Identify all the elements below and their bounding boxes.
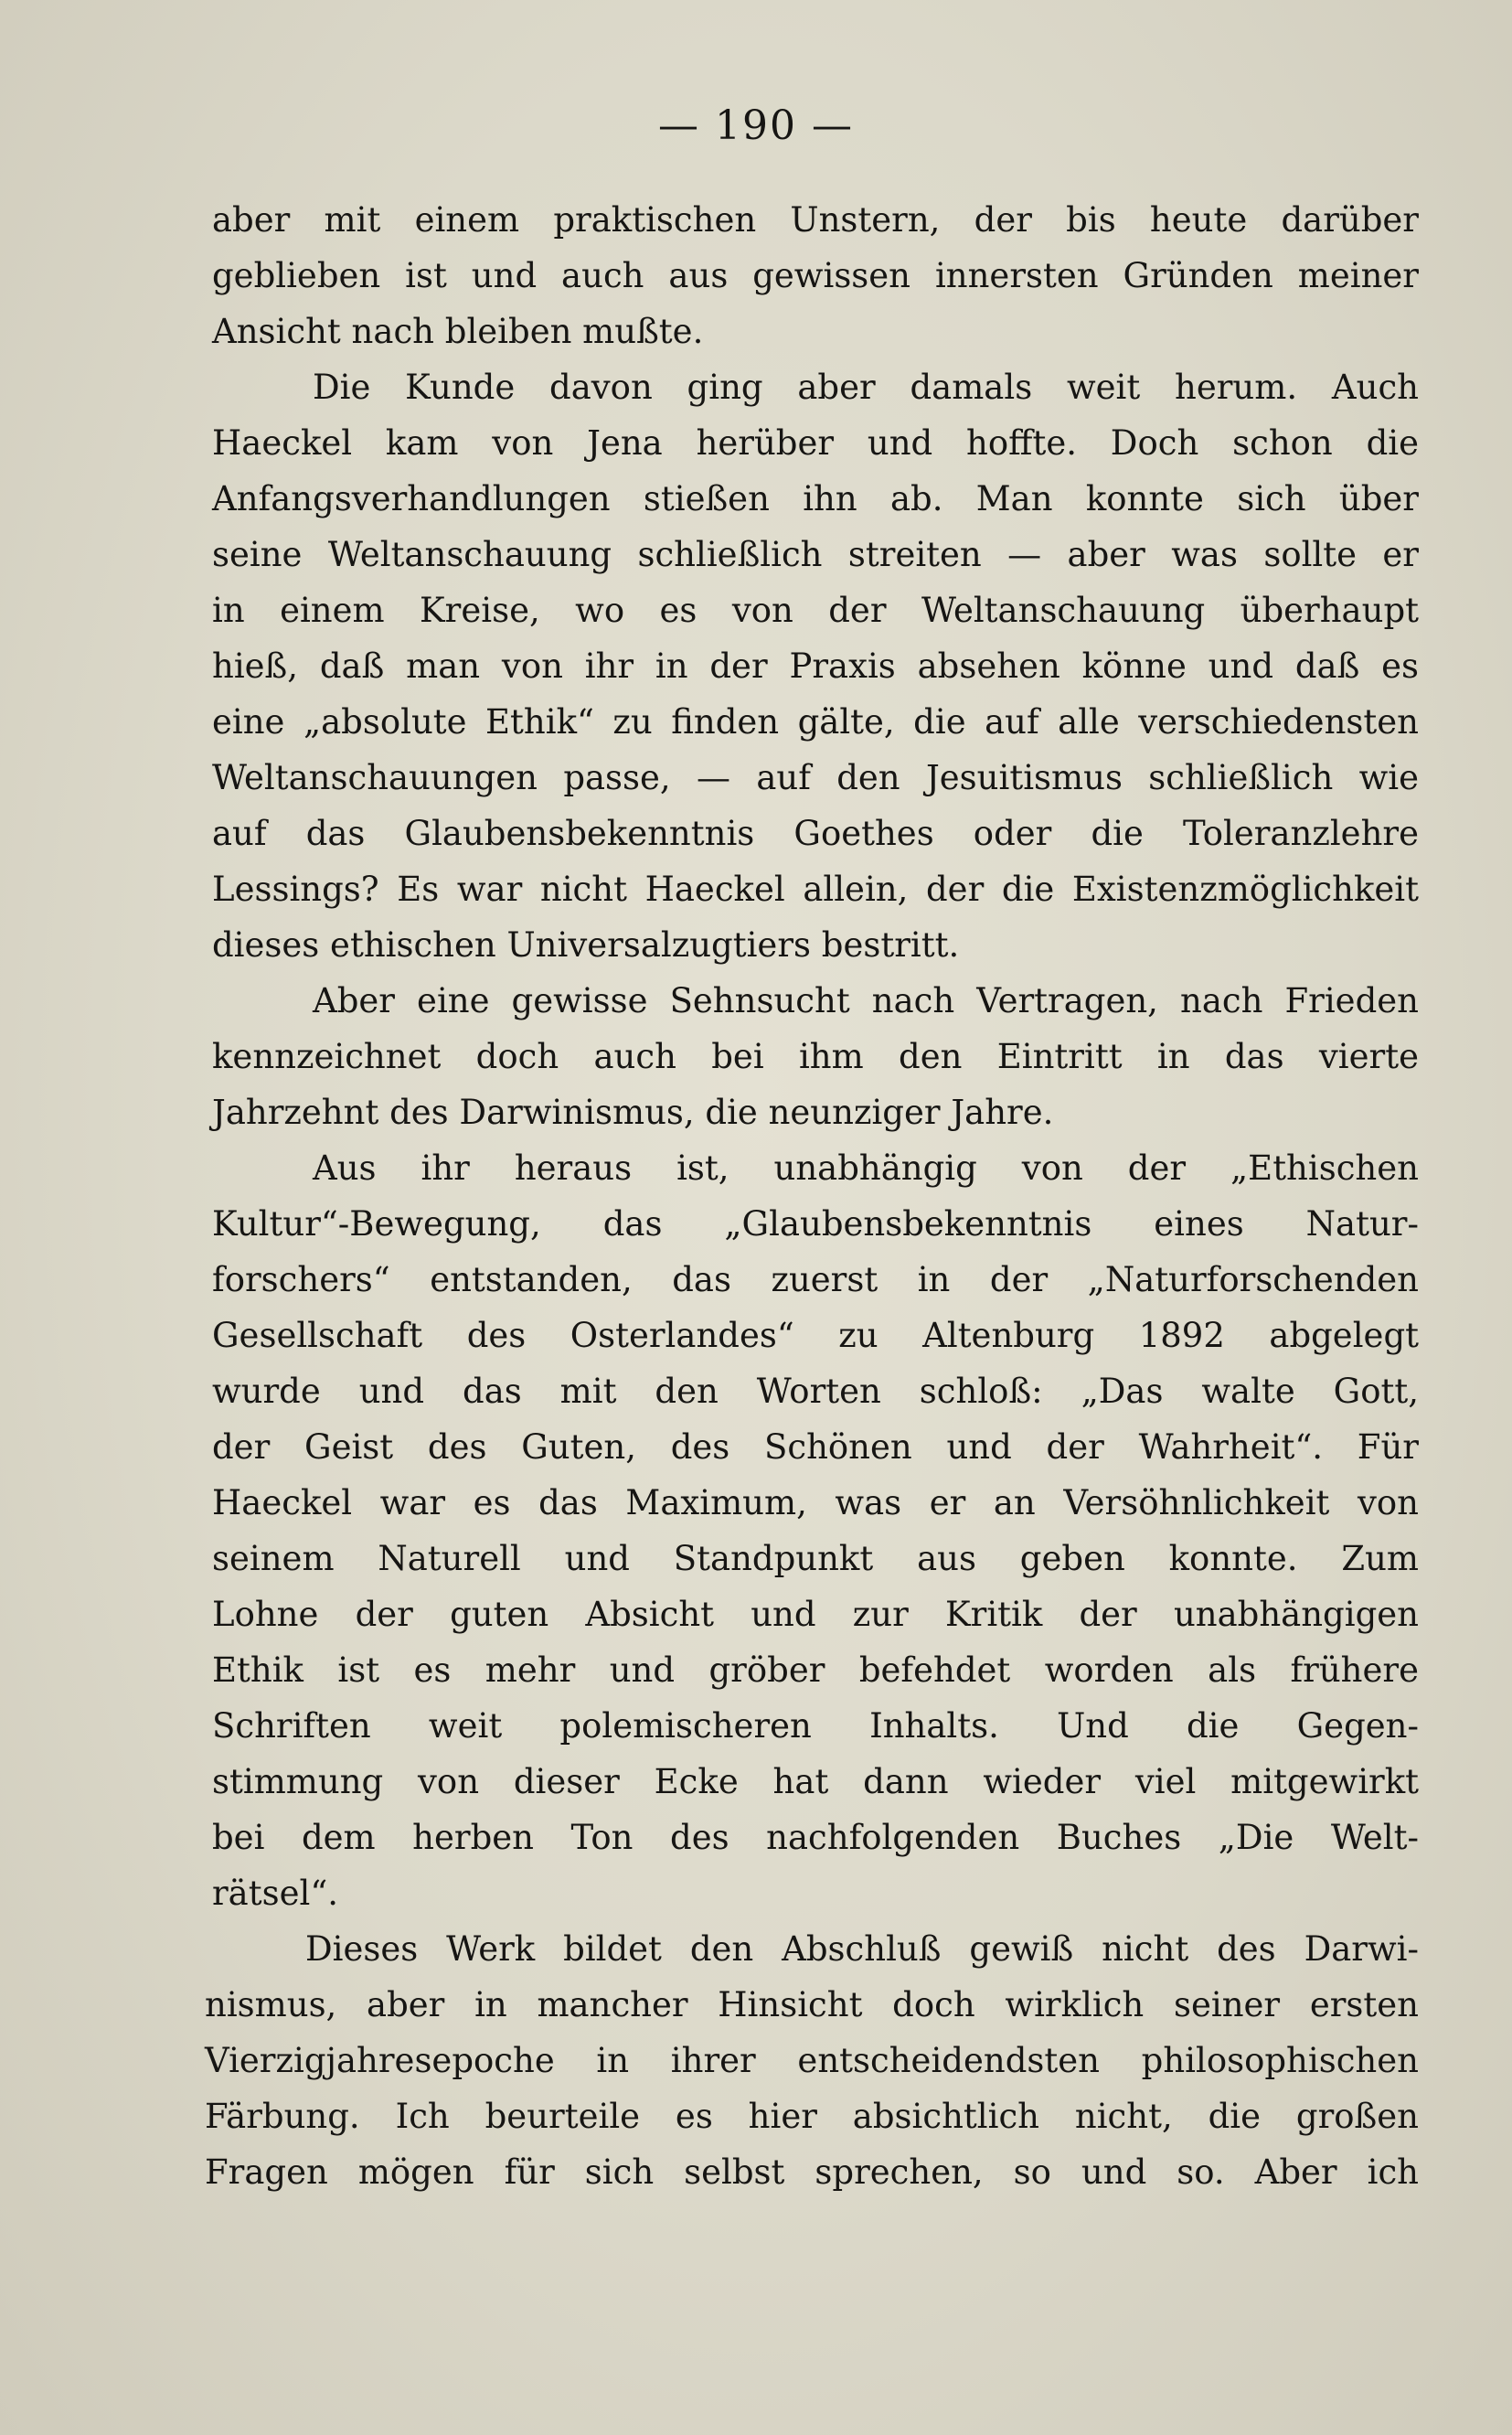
text-line: bei dem herben Ton des nachfolgenden Buches „Die Welt- [212, 1818, 1419, 1857]
text-line: wurde und das mit den Worten schloß: „Das walte Gott, [212, 1372, 1419, 1411]
text-line: Aber eine gewisse Sehnsucht nach Vertragen, nach Frieden [313, 981, 1419, 1020]
text-line: rätsel“. [212, 1874, 339, 1913]
text-line: Weltanschauungen passe, — auf den Jesuitismus schließlich wie [212, 758, 1419, 797]
text-line: aber mit einem praktischen Unstern, der bis heute darüber [212, 200, 1419, 240]
text-line: Schriften weit polemischeren Inhalts. Und die Gegen- [212, 1706, 1419, 1746]
text-line: Vierzigjahresepoche in ihrer entscheidendsten philosophischen [205, 2041, 1419, 2080]
text-line: hieß, daß man von ihr in der Praxis absehen könne und daß es [212, 646, 1419, 686]
text-line: Dieses Werk bildet den Abschluß gewiß nicht des Darwi- [305, 1929, 1419, 1969]
text-line: Lessings? Es war nicht Haeckel allein, der die Existenzmöglichkeit [212, 870, 1419, 909]
text-line: Ansicht nach bleiben mußte. [212, 312, 704, 351]
text-line: Die Kunde davon ging aber damals weit herum. Auch [313, 368, 1419, 407]
text-line: Färbung. Ich beurteile es hier absichtlich nicht, die großen [205, 2097, 1419, 2136]
text-line: Lohne der guten Absicht und zur Kritik der unabhängigen [212, 1595, 1419, 1634]
text-line: Jahrzehnt des Darwinismus, die neunziger Jahre. [212, 1093, 1054, 1132]
text-line: Aus ihr heraus ist, unabhängig von der „Ethischen [313, 1148, 1419, 1188]
text-line: eine „absolute Ethik“ zu finden gälte, die auf alle verschiedensten [212, 702, 1419, 742]
text-line: Fragen mögen für sich selbst sprechen, so und so. Aber ich [205, 2152, 1419, 2192]
text-line: Anfangsverhandlungen stießen ihn ab. Man konnte sich über [212, 479, 1419, 518]
text-line: Gesellschaft des Osterlandes“ zu Altenburg 1892 abgelegt [212, 1316, 1419, 1355]
text-line: in einem Kreise, wo es von der Weltanschauung überhaupt [212, 591, 1419, 630]
text-line: stimmung von dieser Ecke hat dann wieder viel mitgewirkt [212, 1762, 1419, 1801]
text-line: dieses ethischen Universalzugtiers bestritt. [212, 925, 960, 965]
text-line: seine Weltanschauung schließlich streiten — aber was sollte er [212, 535, 1419, 574]
text-line: Haeckel war es das Maximum, was er an Versöhnlichkeit von [212, 1483, 1419, 1522]
body-text [205, 192, 1419, 2200]
text-line: seinem Naturell und Standpunkt aus geben konnte. Zum [212, 1539, 1419, 1578]
page-number: — 190 — [658, 102, 854, 149]
text-line: Ethik ist es mehr und gröber befehdet worden als frühere [212, 1650, 1419, 1690]
text-line: nismus, aber in mancher Hinsicht doch wirklich seiner ersten [205, 1985, 1419, 2024]
text-line: Haeckel kam von Jena herüber und hoffte. Doch schon die [212, 423, 1419, 463]
text-line: der Geist des Guten, des Schönen und der Wahrheit“. Für [212, 1427, 1419, 1467]
text-line: Kultur“-Bewegung, das „Glaubensbekenntnis eines Natur- [212, 1204, 1419, 1244]
text-line: kennzeichnet doch auch bei ihm den Eintritt in das vierte [212, 1037, 1419, 1076]
text-line: geblieben ist und auch aus gewissen innersten Gründen meiner [212, 256, 1419, 295]
text-line: forschers“ entstanden, das zuerst in der „Naturforschenden [212, 1260, 1419, 1299]
text-line: auf das Glaubensbekenntnis Goethes oder die Toleranzlehre [212, 814, 1419, 853]
